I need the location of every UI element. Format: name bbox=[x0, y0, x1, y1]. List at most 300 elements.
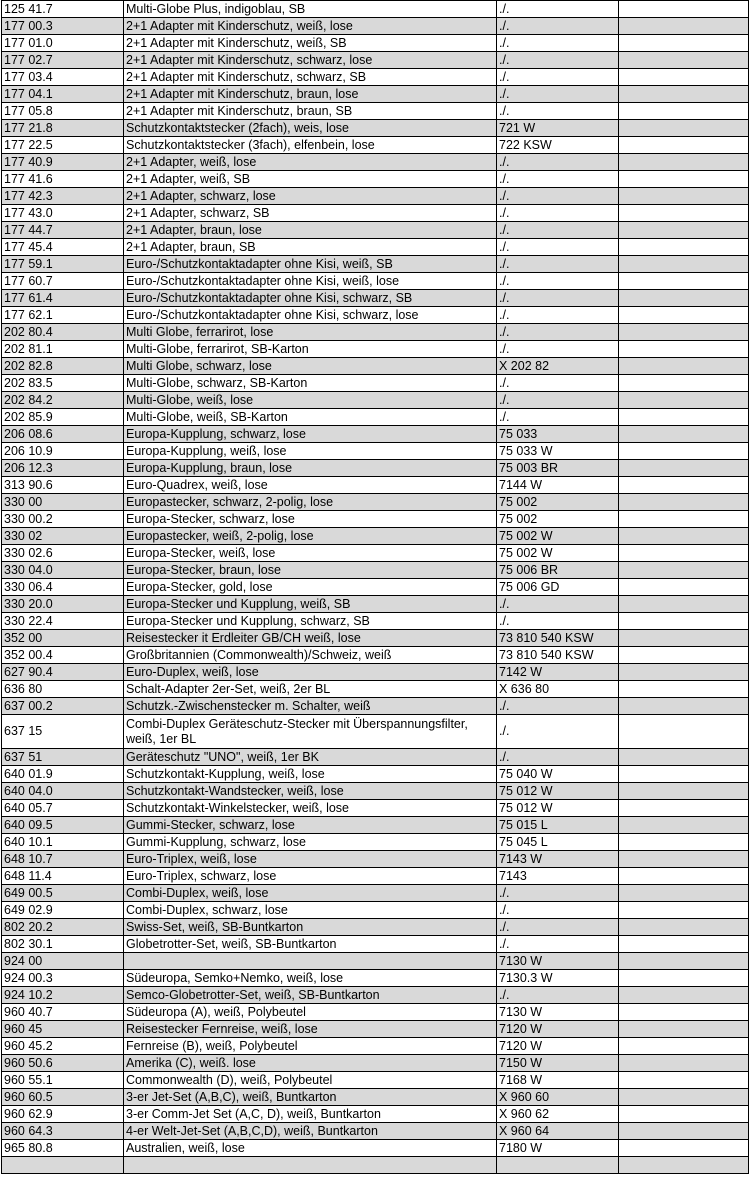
extra-cell bbox=[619, 18, 749, 35]
extra-cell bbox=[619, 630, 749, 647]
table-row bbox=[2, 35, 749, 52]
table-row bbox=[2, 120, 749, 137]
article-number-cell: 330 00 bbox=[2, 494, 124, 511]
description-cell: Schutzkontaktstecker (3fach), elfenbein, lose bbox=[124, 137, 497, 154]
article-number-cell: 177 22.5 bbox=[2, 137, 124, 154]
description-cell: 2+1 Adapter mit Kinderschutz, schwarz, SB bbox=[124, 69, 497, 86]
extra-cell bbox=[619, 902, 749, 919]
table-row bbox=[2, 783, 749, 800]
reference-cell: ./. bbox=[497, 1, 619, 18]
extra-cell bbox=[619, 528, 749, 545]
article-number-cell: 960 45.2 bbox=[2, 1038, 124, 1055]
description-cell bbox=[124, 1157, 497, 1174]
reference-cell: ./. bbox=[497, 698, 619, 715]
description-cell: Euro-/Schutzkontaktadapter ohne Kisi, schwarz, SB bbox=[124, 290, 497, 307]
table-row bbox=[2, 86, 749, 103]
article-number-cell bbox=[2, 1157, 124, 1174]
article-number-cell: 177 04.1 bbox=[2, 86, 124, 103]
extra-cell bbox=[619, 307, 749, 324]
description-cell: Europa-Stecker und Kupplung, weiß, SB bbox=[124, 596, 497, 613]
description-cell: Commonwealth (D), weiß, Polybeutel bbox=[124, 1072, 497, 1089]
article-number-cell: 965 80.8 bbox=[2, 1140, 124, 1157]
description-cell: Europa-Kupplung, weiß, lose bbox=[124, 443, 497, 460]
extra-cell bbox=[619, 443, 749, 460]
table-row bbox=[2, 596, 749, 613]
description-cell: 2+1 Adapter mit Kinderschutz, braun, SB bbox=[124, 103, 497, 120]
extra-cell bbox=[619, 290, 749, 307]
article-number-cell: 924 00.3 bbox=[2, 970, 124, 987]
reference-cell: 75 002 W bbox=[497, 528, 619, 545]
table-row bbox=[2, 222, 749, 239]
description-cell: Schutzkontakt-Winkelstecker, weiß, lose bbox=[124, 800, 497, 817]
description-cell: Schutzk.-Zwischenstecker m. Schalter, weiß bbox=[124, 698, 497, 715]
table-row bbox=[2, 205, 749, 222]
reference-cell: 75 003 BR bbox=[497, 460, 619, 477]
article-number-cell: 640 09.5 bbox=[2, 817, 124, 834]
description-cell: Reisestecker it Erdleiter GB/CH weiß, lose bbox=[124, 630, 497, 647]
extra-cell bbox=[619, 273, 749, 290]
reference-cell: 75 033 W bbox=[497, 443, 619, 460]
extra-cell bbox=[619, 1106, 749, 1123]
article-number-cell: 177 02.7 bbox=[2, 52, 124, 69]
table-row bbox=[2, 902, 749, 919]
description-cell: Combi-Duplex, weiß, lose bbox=[124, 885, 497, 902]
reference-cell: ./. bbox=[497, 919, 619, 936]
reference-cell: 7143 bbox=[497, 868, 619, 885]
description-cell: Großbritannien (Commonwealth)/Schweiz, weiß bbox=[124, 647, 497, 664]
reference-cell: 75 006 GD bbox=[497, 579, 619, 596]
table-row bbox=[2, 256, 749, 273]
extra-cell bbox=[619, 783, 749, 800]
description-cell: 4-er Welt-Jet-Set (A,B,C,D), weiß, Buntkarton bbox=[124, 1123, 497, 1140]
extra-cell bbox=[619, 919, 749, 936]
reference-cell: 7130.3 W bbox=[497, 970, 619, 987]
article-number-cell: 177 44.7 bbox=[2, 222, 124, 239]
reference-cell: ./. bbox=[497, 613, 619, 630]
extra-cell bbox=[619, 851, 749, 868]
description-cell: Europa-Stecker, gold, lose bbox=[124, 579, 497, 596]
description-cell: 2+1 Adapter mit Kinderschutz, weiß, lose bbox=[124, 18, 497, 35]
reference-cell: ./. bbox=[497, 171, 619, 188]
article-number-cell: 960 40.7 bbox=[2, 1004, 124, 1021]
extra-cell bbox=[619, 749, 749, 766]
description-cell: 3-er Jet-Set (A,B,C), weiß, Buntkarton bbox=[124, 1089, 497, 1106]
table-row bbox=[2, 188, 749, 205]
reference-cell: X 960 64 bbox=[497, 1123, 619, 1140]
extra-cell bbox=[619, 936, 749, 953]
description-cell: Euro-/Schutzkontaktadapter ohne Kisi, schwarz, lose bbox=[124, 307, 497, 324]
article-number-cell: 960 60.5 bbox=[2, 1089, 124, 1106]
reference-cell: 75 002 bbox=[497, 494, 619, 511]
reference-cell: ./. bbox=[497, 715, 619, 749]
extra-cell bbox=[619, 324, 749, 341]
table-row bbox=[2, 545, 749, 562]
article-number-cell: 177 60.7 bbox=[2, 273, 124, 290]
extra-cell bbox=[619, 698, 749, 715]
extra-cell bbox=[619, 341, 749, 358]
table-row bbox=[2, 970, 749, 987]
description-cell: Europa-Stecker, weiß, lose bbox=[124, 545, 497, 562]
article-number-cell: 330 06.4 bbox=[2, 579, 124, 596]
reference-cell: ./. bbox=[497, 239, 619, 256]
table-row bbox=[2, 1055, 749, 1072]
description-cell: 3-er Comm-Jet Set (A,C, D), weiß, Buntkarton bbox=[124, 1106, 497, 1123]
reference-cell: 721 W bbox=[497, 120, 619, 137]
description-cell: Südeuropa, Semko+Nemko, weiß, lose bbox=[124, 970, 497, 987]
article-number-cell: 640 05.7 bbox=[2, 800, 124, 817]
article-number-cell: 649 00.5 bbox=[2, 885, 124, 902]
extra-cell bbox=[619, 613, 749, 630]
table-row bbox=[2, 18, 749, 35]
extra-cell bbox=[619, 715, 749, 749]
article-number-cell: 202 85.9 bbox=[2, 409, 124, 426]
article-number-cell: 177 62.1 bbox=[2, 307, 124, 324]
extra-cell bbox=[619, 817, 749, 834]
table-row bbox=[2, 800, 749, 817]
description-cell: 2+1 Adapter, weiß, lose bbox=[124, 154, 497, 171]
table-row bbox=[2, 324, 749, 341]
extra-cell bbox=[619, 562, 749, 579]
extra-cell bbox=[619, 1072, 749, 1089]
article-number-cell: 637 51 bbox=[2, 749, 124, 766]
extra-cell bbox=[619, 834, 749, 851]
extra-cell bbox=[619, 970, 749, 987]
reference-cell: ./. bbox=[497, 35, 619, 52]
article-number-cell: 960 50.6 bbox=[2, 1055, 124, 1072]
reference-cell: 7180 W bbox=[497, 1140, 619, 1157]
table-row bbox=[2, 1004, 749, 1021]
description-cell: Combi-Duplex, schwarz, lose bbox=[124, 902, 497, 919]
reference-cell: ./. bbox=[497, 154, 619, 171]
reference-cell: X 960 60 bbox=[497, 1089, 619, 1106]
extra-cell bbox=[619, 1055, 749, 1072]
extra-cell bbox=[619, 1089, 749, 1106]
description-cell: Europastecker, weiß, 2-polig, lose bbox=[124, 528, 497, 545]
description-cell: Euro-/Schutzkontaktadapter ohne Kisi, weiß, SB bbox=[124, 256, 497, 273]
table-row bbox=[2, 273, 749, 290]
reference-cell: 7130 W bbox=[497, 1004, 619, 1021]
extra-cell bbox=[619, 1140, 749, 1157]
reference-cell: 75 033 bbox=[497, 426, 619, 443]
description-cell: Südeuropa (A), weiß, Polybeutel bbox=[124, 1004, 497, 1021]
reference-cell: 7120 W bbox=[497, 1038, 619, 1055]
table-row bbox=[2, 1038, 749, 1055]
table-row bbox=[2, 766, 749, 783]
extra-cell bbox=[619, 766, 749, 783]
reference-cell: ./. bbox=[497, 341, 619, 358]
article-number-cell: 960 55.1 bbox=[2, 1072, 124, 1089]
article-number-cell: 202 83.5 bbox=[2, 375, 124, 392]
table-row bbox=[2, 1140, 749, 1157]
description-cell: 2+1 Adapter, braun, SB bbox=[124, 239, 497, 256]
table-row bbox=[2, 1021, 749, 1038]
extra-cell bbox=[619, 579, 749, 596]
table-row bbox=[2, 817, 749, 834]
article-number-cell: 960 45 bbox=[2, 1021, 124, 1038]
extra-cell bbox=[619, 1021, 749, 1038]
description-cell: Schutzkontaktstecker (2fach), weis, lose bbox=[124, 120, 497, 137]
table-row bbox=[2, 698, 749, 715]
table-row bbox=[2, 154, 749, 171]
extra-cell bbox=[619, 800, 749, 817]
product-table bbox=[1, 0, 749, 1174]
extra-cell bbox=[619, 1038, 749, 1055]
description-cell: Europa-Stecker, braun, lose bbox=[124, 562, 497, 579]
article-number-cell: 330 02.6 bbox=[2, 545, 124, 562]
description-cell: Multi-Globe, schwarz, SB-Karton bbox=[124, 375, 497, 392]
description-cell: Reisestecker Fernreise, weiß, lose bbox=[124, 1021, 497, 1038]
reference-cell: ./. bbox=[497, 205, 619, 222]
table-row bbox=[2, 239, 749, 256]
reference-cell: 7120 W bbox=[497, 1021, 619, 1038]
table-row bbox=[2, 528, 749, 545]
table-row bbox=[2, 613, 749, 630]
extra-cell bbox=[619, 868, 749, 885]
description-cell: Euro-Triplex, weiß, lose bbox=[124, 851, 497, 868]
article-number-cell: 177 43.0 bbox=[2, 205, 124, 222]
extra-cell bbox=[619, 596, 749, 613]
article-number-cell: 177 05.8 bbox=[2, 103, 124, 120]
article-number-cell: 202 82.8 bbox=[2, 358, 124, 375]
article-number-cell: 649 02.9 bbox=[2, 902, 124, 919]
reference-cell: 75 012 W bbox=[497, 800, 619, 817]
article-number-cell: 177 00.3 bbox=[2, 18, 124, 35]
extra-cell bbox=[619, 426, 749, 443]
reference-cell: 75 045 L bbox=[497, 834, 619, 851]
description-cell: 2+1 Adapter mit Kinderschutz, schwarz, lose bbox=[124, 52, 497, 69]
extra-cell bbox=[619, 120, 749, 137]
article-number-cell: 640 10.1 bbox=[2, 834, 124, 851]
description-cell: Schalt-Adapter 2er-Set, weiß, 2er BL bbox=[124, 681, 497, 698]
table-row bbox=[2, 851, 749, 868]
extra-cell bbox=[619, 86, 749, 103]
article-number-cell: 330 00.2 bbox=[2, 511, 124, 528]
extra-cell bbox=[619, 1157, 749, 1174]
extra-cell bbox=[619, 664, 749, 681]
extra-cell bbox=[619, 681, 749, 698]
article-number-cell: 177 03.4 bbox=[2, 69, 124, 86]
article-number-cell: 637 15 bbox=[2, 715, 124, 749]
table-row bbox=[2, 341, 749, 358]
article-number-cell: 648 11.4 bbox=[2, 868, 124, 885]
table-row bbox=[2, 375, 749, 392]
description-cell: Schutzkontakt-Kupplung, weiß, lose bbox=[124, 766, 497, 783]
description-cell: Gummi-Stecker, schwarz, lose bbox=[124, 817, 497, 834]
article-number-cell: 177 40.9 bbox=[2, 154, 124, 171]
table-row bbox=[2, 715, 749, 749]
table-row bbox=[2, 630, 749, 647]
reference-cell: ./. bbox=[497, 749, 619, 766]
extra-cell bbox=[619, 375, 749, 392]
description-cell: 2+1 Adapter, schwarz, SB bbox=[124, 205, 497, 222]
table-row bbox=[2, 1072, 749, 1089]
article-number-cell: 202 81.1 bbox=[2, 341, 124, 358]
reference-cell: 75 015 L bbox=[497, 817, 619, 834]
article-number-cell: 206 08.6 bbox=[2, 426, 124, 443]
article-number-cell: 352 00.4 bbox=[2, 647, 124, 664]
reference-cell: ./. bbox=[497, 290, 619, 307]
extra-cell bbox=[619, 1123, 749, 1140]
extra-cell bbox=[619, 137, 749, 154]
table-row bbox=[2, 290, 749, 307]
article-number-cell: 330 04.0 bbox=[2, 562, 124, 579]
extra-cell bbox=[619, 35, 749, 52]
table-row bbox=[2, 1, 749, 18]
table-row bbox=[2, 137, 749, 154]
extra-cell bbox=[619, 460, 749, 477]
description-cell: Semco-Globetrotter-Set, weiß, SB-Buntkarton bbox=[124, 987, 497, 1004]
description-cell: 2+1 Adapter, braun, lose bbox=[124, 222, 497, 239]
article-number-cell: 313 90.6 bbox=[2, 477, 124, 494]
reference-cell: 75 012 W bbox=[497, 783, 619, 800]
description-cell: 2+1 Adapter mit Kinderschutz, braun, lose bbox=[124, 86, 497, 103]
description-cell: Euro-Duplex, weiß, lose bbox=[124, 664, 497, 681]
table-row bbox=[2, 936, 749, 953]
description-cell: Europa-Stecker, schwarz, lose bbox=[124, 511, 497, 528]
article-number-cell: 640 04.0 bbox=[2, 783, 124, 800]
description-cell: Combi-Duplex Geräteschutz-Stecker mit Überspannungsfilter, weiß, 1er BL bbox=[124, 715, 497, 749]
description-cell: 2+1 Adapter, schwarz, lose bbox=[124, 188, 497, 205]
extra-cell bbox=[619, 885, 749, 902]
description-cell: Multi-Globe, weiß, SB-Karton bbox=[124, 409, 497, 426]
reference-cell: ./. bbox=[497, 936, 619, 953]
reference-cell: ./. bbox=[497, 596, 619, 613]
article-number-cell: 177 41.6 bbox=[2, 171, 124, 188]
description-cell: Schutzkontakt-Wandstecker, weiß, lose bbox=[124, 783, 497, 800]
description-cell bbox=[124, 953, 497, 970]
description-cell: Multi-Globe, ferrarirot, SB-Karton bbox=[124, 341, 497, 358]
description-cell: Geräteschutz "UNO", weiß, 1er BK bbox=[124, 749, 497, 766]
article-number-cell: 802 30.1 bbox=[2, 936, 124, 953]
table-row bbox=[2, 1123, 749, 1140]
article-number-cell: 177 59.1 bbox=[2, 256, 124, 273]
reference-cell: ./. bbox=[497, 392, 619, 409]
extra-cell bbox=[619, 511, 749, 528]
table-row bbox=[2, 103, 749, 120]
description-cell: Euro-/Schutzkontaktadapter ohne Kisi, weiß, lose bbox=[124, 273, 497, 290]
table-row bbox=[2, 443, 749, 460]
description-cell: Australien, weiß, lose bbox=[124, 1140, 497, 1157]
article-number-cell: 637 00.2 bbox=[2, 698, 124, 715]
reference-cell: ./. bbox=[497, 256, 619, 273]
extra-cell bbox=[619, 256, 749, 273]
description-cell: Multi Globe, schwarz, lose bbox=[124, 358, 497, 375]
article-number-cell: 640 01.9 bbox=[2, 766, 124, 783]
description-cell: Europa-Kupplung, braun, lose bbox=[124, 460, 497, 477]
extra-cell bbox=[619, 1004, 749, 1021]
reference-cell: ./. bbox=[497, 69, 619, 86]
extra-cell bbox=[619, 1, 749, 18]
article-number-cell: 330 02 bbox=[2, 528, 124, 545]
article-number-cell: 636 80 bbox=[2, 681, 124, 698]
description-cell: Europastecker, schwarz, 2-polig, lose bbox=[124, 494, 497, 511]
reference-cell bbox=[497, 1157, 619, 1174]
reference-cell: 73 810 540 KSW bbox=[497, 630, 619, 647]
reference-cell: 73 810 540 KSW bbox=[497, 647, 619, 664]
table-row bbox=[2, 834, 749, 851]
table-row bbox=[2, 52, 749, 69]
article-number-cell: 177 21.8 bbox=[2, 120, 124, 137]
extra-cell bbox=[619, 205, 749, 222]
table-row bbox=[2, 647, 749, 664]
article-number-cell: 206 12.3 bbox=[2, 460, 124, 477]
table-body bbox=[2, 1, 749, 1174]
article-number-cell: 177 45.4 bbox=[2, 239, 124, 256]
reference-cell: ./. bbox=[497, 307, 619, 324]
reference-cell: ./. bbox=[497, 324, 619, 341]
table-row bbox=[2, 1106, 749, 1123]
reference-cell: ./. bbox=[497, 375, 619, 392]
description-cell: Euro-Quadrex, weiß, lose bbox=[124, 477, 497, 494]
description-cell: 2+1 Adapter mit Kinderschutz, weiß, SB bbox=[124, 35, 497, 52]
reference-cell: ./. bbox=[497, 103, 619, 120]
reference-cell: 75 006 BR bbox=[497, 562, 619, 579]
table-row bbox=[2, 681, 749, 698]
extra-cell bbox=[619, 392, 749, 409]
reference-cell: 7150 W bbox=[497, 1055, 619, 1072]
table-row bbox=[2, 987, 749, 1004]
description-cell: Fernreise (B), weiß, Polybeutel bbox=[124, 1038, 497, 1055]
article-number-cell: 330 22.4 bbox=[2, 613, 124, 630]
extra-cell bbox=[619, 188, 749, 205]
description-cell: Europa-Kupplung, schwarz, lose bbox=[124, 426, 497, 443]
extra-cell bbox=[619, 545, 749, 562]
description-cell: 2+1 Adapter, weiß, SB bbox=[124, 171, 497, 188]
article-number-cell: 177 42.3 bbox=[2, 188, 124, 205]
table-row bbox=[2, 69, 749, 86]
description-cell: Multi-Globe, weiß, lose bbox=[124, 392, 497, 409]
table-row bbox=[2, 919, 749, 936]
description-cell: Amerika (C), weiß. lose bbox=[124, 1055, 497, 1072]
description-cell: Globetrotter-Set, weiß, SB-Buntkarton bbox=[124, 936, 497, 953]
article-number-cell: 648 10.7 bbox=[2, 851, 124, 868]
reference-cell: ./. bbox=[497, 188, 619, 205]
table-row bbox=[2, 749, 749, 766]
table-row bbox=[2, 1089, 749, 1106]
table-row bbox=[2, 358, 749, 375]
article-number-cell: 177 01.0 bbox=[2, 35, 124, 52]
extra-cell bbox=[619, 953, 749, 970]
table-row bbox=[2, 868, 749, 885]
description-cell: Swiss-Set, weiß, SB-Buntkarton bbox=[124, 919, 497, 936]
reference-cell: ./. bbox=[497, 273, 619, 290]
table-row bbox=[2, 477, 749, 494]
article-number-cell: 330 20.0 bbox=[2, 596, 124, 613]
extra-cell bbox=[619, 52, 749, 69]
description-cell: Europa-Stecker und Kupplung, schwarz, SB bbox=[124, 613, 497, 630]
extra-cell bbox=[619, 103, 749, 120]
reference-cell: 75 040 W bbox=[497, 766, 619, 783]
description-cell: Multi-Globe Plus, indigoblau, SB bbox=[124, 1, 497, 18]
article-number-cell: 802 20.2 bbox=[2, 919, 124, 936]
table-row bbox=[2, 307, 749, 324]
table-row bbox=[2, 460, 749, 477]
description-cell: Euro-Triplex, schwarz, lose bbox=[124, 868, 497, 885]
reference-cell: ./. bbox=[497, 409, 619, 426]
extra-cell bbox=[619, 494, 749, 511]
article-number-cell: 627 90.4 bbox=[2, 664, 124, 681]
extra-cell bbox=[619, 222, 749, 239]
table-row bbox=[2, 409, 749, 426]
reference-cell: 7143 W bbox=[497, 851, 619, 868]
article-number-cell: 924 10.2 bbox=[2, 987, 124, 1004]
extra-cell bbox=[619, 358, 749, 375]
extra-cell bbox=[619, 154, 749, 171]
reference-cell: 7168 W bbox=[497, 1072, 619, 1089]
article-number-cell: 125 41.7 bbox=[2, 1, 124, 18]
table-row bbox=[2, 1157, 749, 1174]
reference-cell: ./. bbox=[497, 222, 619, 239]
